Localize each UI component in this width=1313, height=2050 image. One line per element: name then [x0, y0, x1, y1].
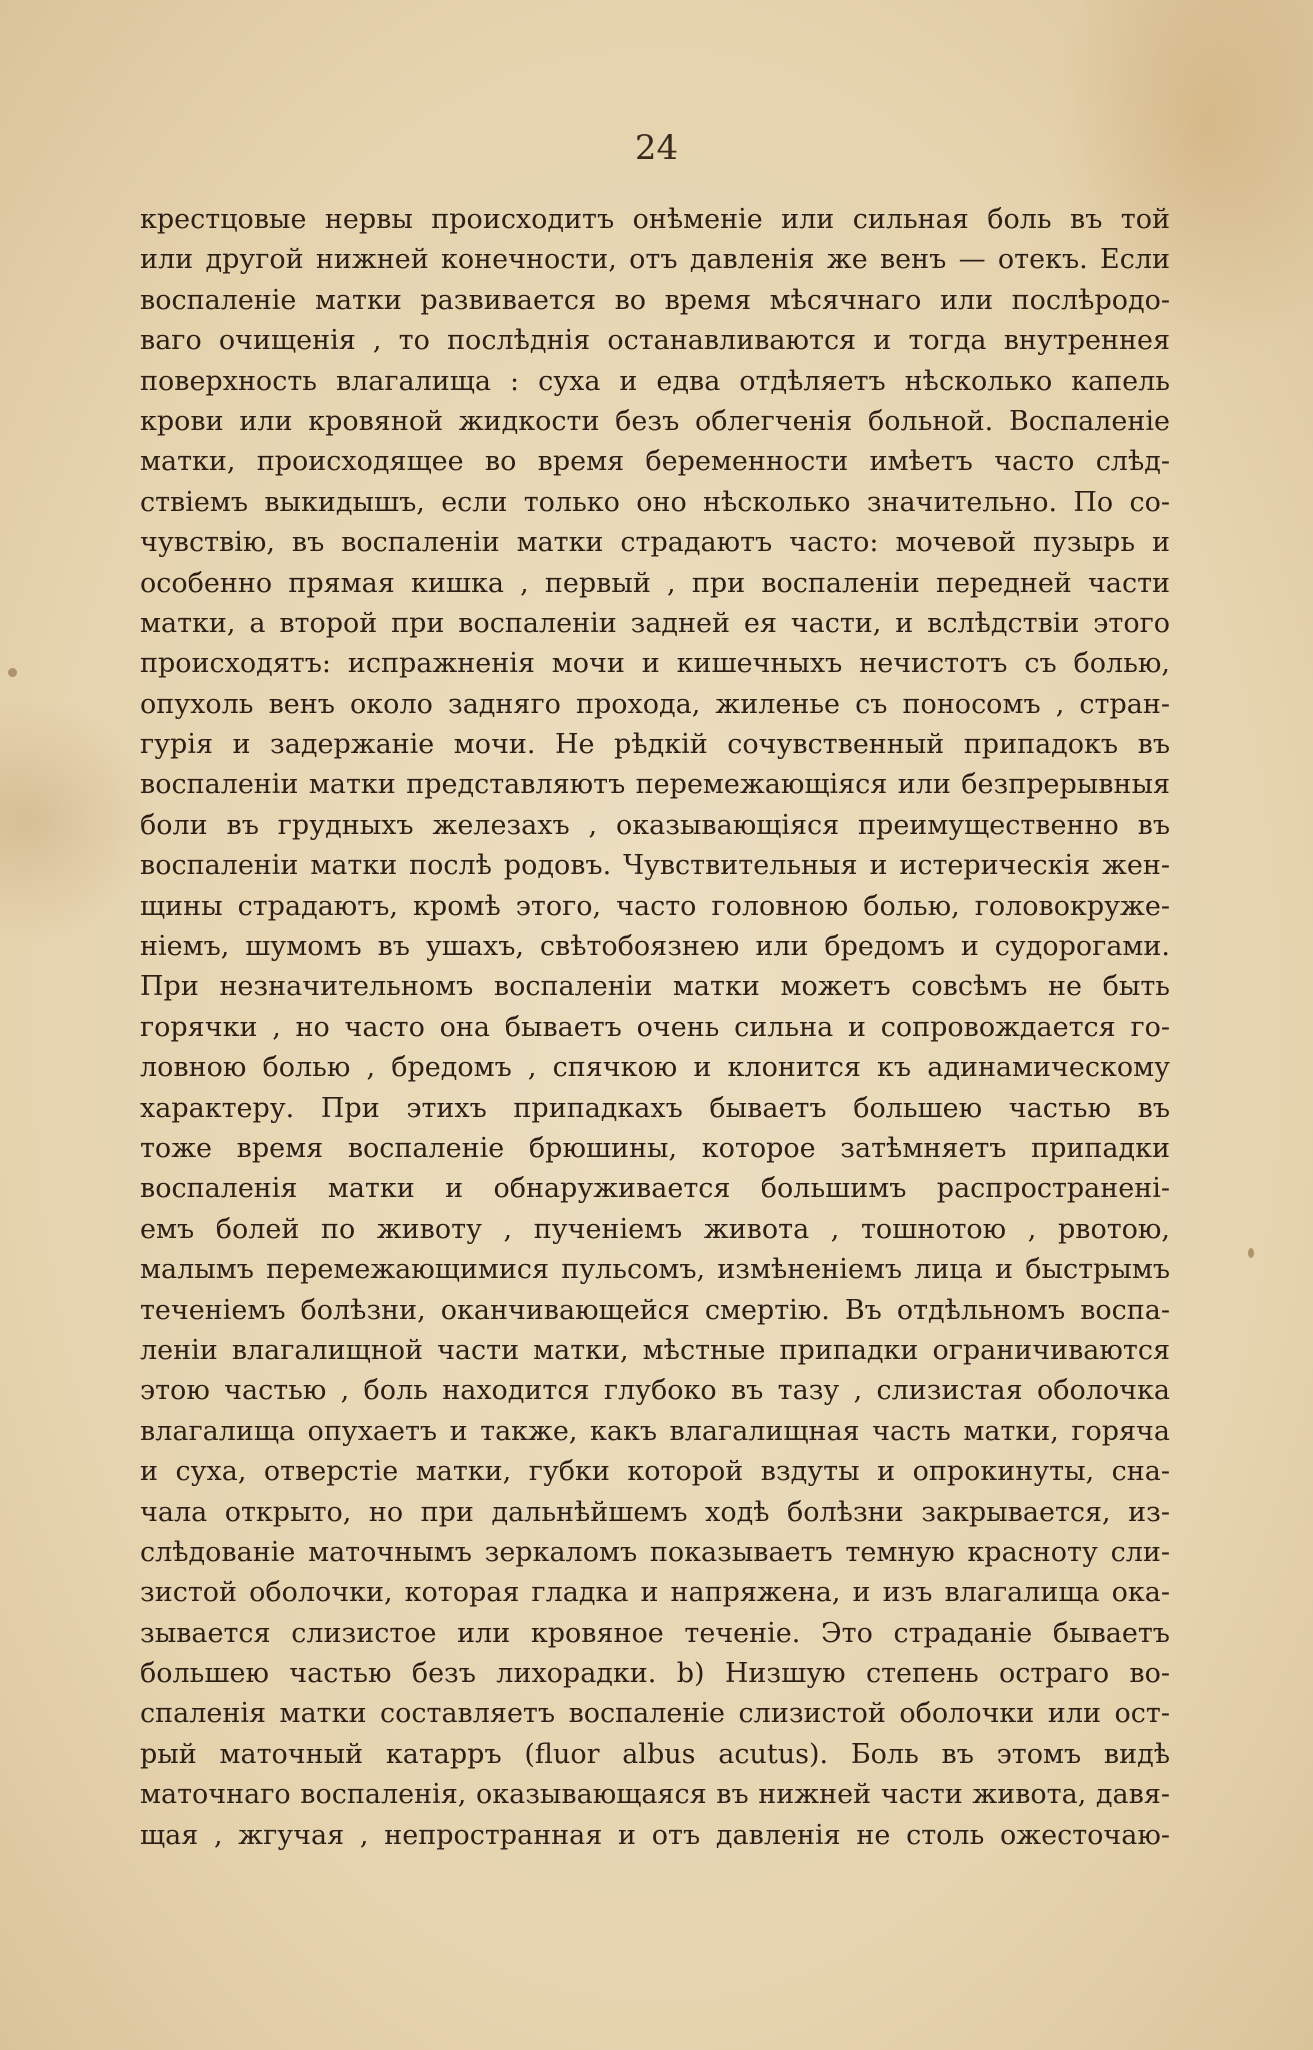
text-line: спаленія матки составляетъ воспаленіе слизистой оболочки или ост- — [140, 1698, 1170, 1730]
text-line: зистой оболочки, которая гладка и напряжена, и изъ влагалища ока- — [140, 1577, 1170, 1609]
text-line: гурія и задержаніе мочи. Не рѣдкій сочувственный припадокъ въ — [140, 729, 1170, 761]
text-line: емъ болей по животу , пученіемъ живота , тошнотою , рвотою, — [140, 1213, 1170, 1245]
text-line: ніемъ, шумомъ въ ушахъ, свѣтобоязнею или бредомъ и судорогами. — [140, 931, 1170, 963]
text-line: рый маточный катарръ (fluor albus acutus). Боль въ этомъ видѣ — [140, 1738, 1170, 1770]
text-line: щины страдаютъ, кромѣ этого, часто головною болью, головокруже- — [140, 890, 1170, 922]
text-line: влагалища опухаетъ и также, какъ влагалищная часть матки, горяча — [140, 1415, 1170, 1447]
text-line: ловною болью , бредомъ , спячкою и клонится къ адинамическому — [140, 1052, 1170, 1084]
text-line: и суха, отверстіе матки, губки которой вздуты и опрокинуты, сна- — [140, 1456, 1170, 1488]
text-line: тоже время воспаленіе брюшины, которое затѣмняетъ припадки — [140, 1132, 1170, 1164]
text-line: ваго очищенія , то послѣднія останавливаются и тогда внутреннея — [140, 325, 1170, 357]
text-line: боли въ грудныхъ железахъ , оказывающіяся преимущественно въ — [140, 809, 1170, 841]
text-line: воспаленіи матки послѣ родовъ. Чувствительныя и истерическія жен- — [140, 850, 1170, 882]
text-line: зывается слизистое или кровяное теченіе. Это страданіе бываетъ — [140, 1617, 1170, 1649]
page-number: 24 — [634, 128, 679, 168]
text-line: происходятъ: испражненія мочи и кишечныхъ нечистотъ съ болью, — [140, 648, 1170, 680]
text-line: особенно прямая кишка , первый , при воспаленіи передней части — [140, 567, 1170, 599]
body-text — [140, 200, 1170, 1856]
text-line: крови или кровяной жидкости безъ облегченія больной. Воспаленіе — [140, 405, 1170, 437]
text-line: большею частью безъ лихорадки. b) Низшую степень остраго во- — [140, 1658, 1170, 1690]
text-line: чала открыто, но при дальнѣйшемъ ходѣ болѣзни закрывается, из- — [140, 1496, 1170, 1528]
text-line: горячки , но часто она бываетъ очень сильна и сопровождается го- — [140, 1011, 1170, 1043]
text-line: характеру. При этихъ припадкахъ бываетъ большею частью въ — [140, 1092, 1170, 1124]
text-line: чувствію, въ воспаленіи матки страдаютъ часто: мочевой пузырь и — [140, 527, 1170, 559]
text-line: леніи влагалищной части матки, мѣстные припадки ограничиваются — [140, 1334, 1170, 1366]
text-line: слѣдованіе маточнымъ зеркаломъ показываетъ темную красноту сли- — [140, 1536, 1170, 1568]
text-line: малымъ перемежающимися пульсомъ, измѣненіемъ лица и быстрымъ — [140, 1254, 1170, 1286]
text-line: теченіемъ болѣзни, оканчивающейся смертію. Въ отдѣльномъ воспа- — [140, 1294, 1170, 1326]
text-line: ствіемъ выкидышъ, если только оно нѣсколько значительно. По со- — [140, 486, 1170, 518]
text-line: этою частью , боль находится глубоко въ тазу , слизистая оболочка — [140, 1375, 1170, 1407]
text-line: щая , жгучая , непространная и отъ давленія не столь ожесточаю- — [140, 1819, 1170, 1851]
text-line: крестцовые нервы происходитъ онѣменіе или сильная боль въ той — [140, 204, 1170, 235]
text-line: поверхность влагалища : суха и едва отдѣляетъ нѣсколько капель — [140, 365, 1170, 397]
ink-spot — [1248, 1248, 1254, 1258]
text-line: маточнаго воспаленія, оказывающаяся въ нижней части живота, давя- — [140, 1779, 1170, 1811]
text-line: При незначительномъ воспаленіи матки можетъ совсѣмъ не быть — [140, 971, 1170, 1003]
text-line: воспаленіе матки развивается во время мѣсячнаго или послѣродо- — [140, 284, 1170, 316]
text-line: воспаленія матки и обнаруживается большимъ распространені- — [140, 1173, 1170, 1205]
text-line: матки, происходящее во время беременности имѣетъ часто слѣд- — [140, 446, 1170, 478]
text-line: воспаленіи матки представляютъ перемежающіяся или безпрерывныя — [140, 769, 1170, 801]
text-line: опухоль венъ около задняго прохода, жиленье съ поносомъ , стран- — [140, 688, 1170, 720]
ink-spot — [8, 668, 17, 677]
text-line: или другой нижней конечности, отъ давленія же венъ — отекъ. Если — [140, 244, 1170, 276]
text-line: матки, а второй при воспаленіи задней ея части, и вслѣдствіи этого — [140, 607, 1170, 639]
